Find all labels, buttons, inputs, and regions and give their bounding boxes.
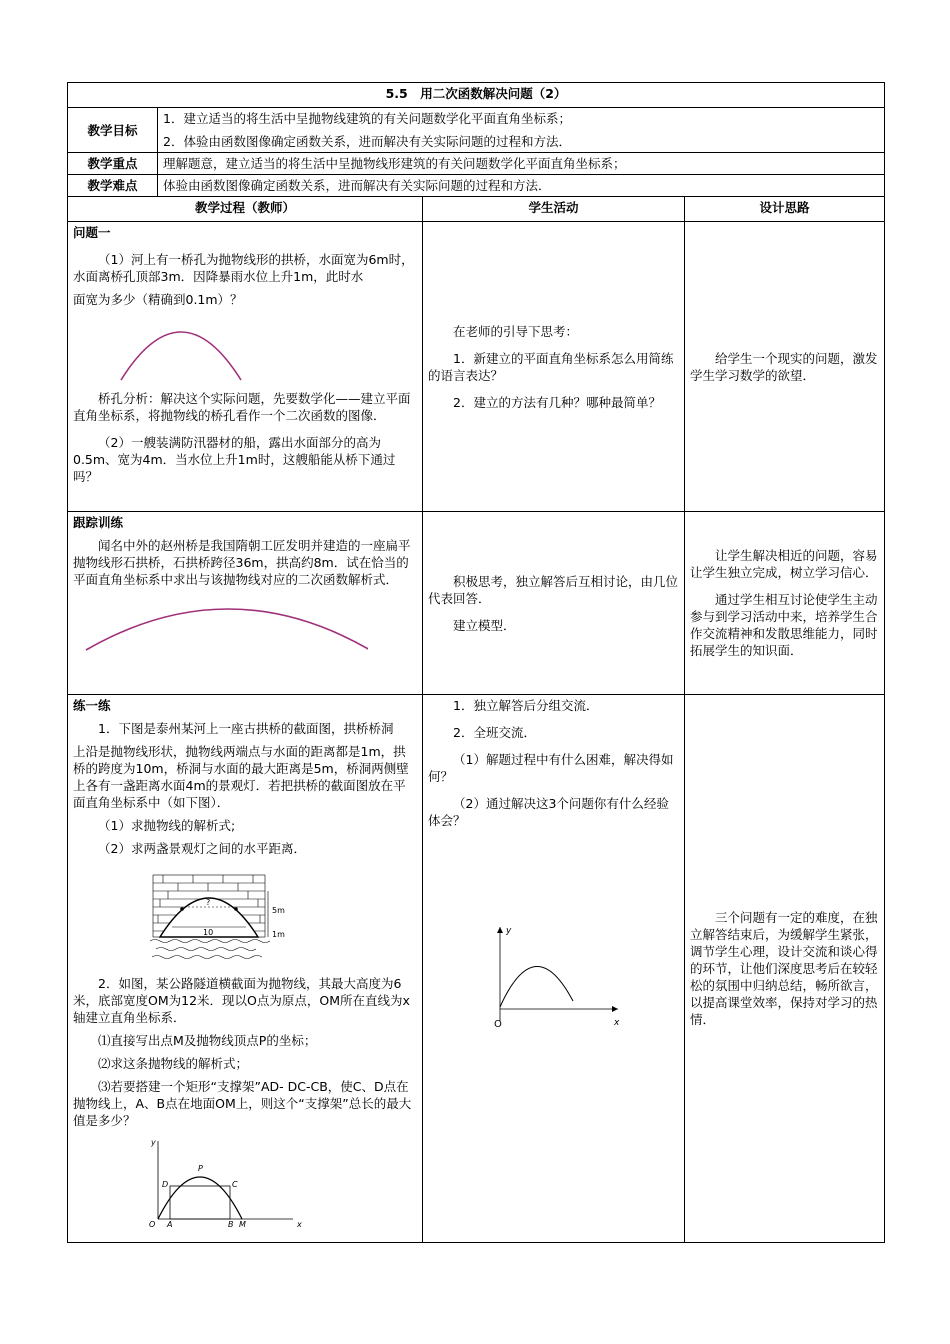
arch-figure [113,314,293,384]
student-activity: （1）解题过程中有什么困难，解决得如何？ [428,752,674,784]
section3-student [423,695,685,1243]
exercise-question: （1）求抛物线的解析式; [98,818,236,833]
lesson-plan-table [67,82,885,1243]
analysis-text: 桥孔分析：解决这个实际问题，先要数学化——建立平面直角坐标系，将抛物线的桥孔看作一个二次函数的图像． [73,391,411,423]
stone-bridge-figure [148,865,308,965]
exercise-question: （2）求两盏景观灯之间的水平距离． [98,841,306,856]
exercise-question: ⑶若要搭建一个矩形“支撑架”AD- DC-CB，使C、D点在抛物线上，A、B点在地面OM上，则这个“支撑架”总长的最大值是多少？ [73,1079,412,1128]
student-activity: 积极思考，独立解答后互相讨论，由几位代表回答． [428,573,679,606]
figure-label: 10 [203,928,214,937]
column-header-design: 设计思路 [685,197,885,222]
section-heading: 练一练 [73,698,111,713]
arch-curve [86,609,368,650]
student-activity: 1．新建立的平面直角坐标系怎么用简练的语言表达？ [428,350,674,383]
support-frame [170,1186,230,1219]
origin-label: O [494,1019,502,1030]
problem-text: （1）河上有一桥孔为抛物线形的拱桥，水面宽为6m时，水面离桥孔顶部3m．因降暴雨水位上升1m，此时水 [73,252,414,284]
problem-text: （2）一艘装满防汛器材的船，露出水面部分的高为0.5m、宽为4m．当水位上升1m时，这艘船能从桥下通过吗？ [73,435,396,484]
goal-item: 2．体验由函数图像确定函数关系，进而解决有关实际问题的过程和方法． [163,134,571,149]
section-heading: 问题一 [73,225,111,240]
design-text: 让学生解决相近的问题，容易让学生独立完成，树立学习信心． [690,548,878,580]
figure-label: 1m [272,930,285,939]
exercise-text: 上沿是抛物线形状，抛物线两端点与水面的距离都是1m，拱桥的跨度为10m，桥洞与水面的最大距离是5m，桥洞两侧壁上各有一盏距离水面4m的景观灯．若把拱桥的截面图放在平面直角坐标系中（如下图）． [73,744,409,810]
figure-label: ? [206,898,211,907]
design-text: 三个问题有一定的难度，在独立解答结束后，为缓解学生紧张，调节学生心理，设计交流和谈心得的环节，让他们深度思考后在较轻松的氛围中归纳总结，畅所欲言，以提高课堂效率，保持对学习的热情． [690,910,878,1027]
section2-design [685,512,885,695]
parabola-curve [500,966,573,1007]
figure-label: 5m [272,906,285,915]
column-header-teacher: 教学过程（教师） [68,197,423,222]
point-label: C [232,1180,238,1189]
tunnel-arch-curve [158,1177,242,1219]
problem-text: 面宽为多少（精确到0.1m）？ [73,292,243,307]
axis-label: x [614,1018,620,1028]
point-label: P [198,1164,203,1173]
exercise-text: 1．下图是泰州某河上一座古拱桥的截面图，拱桥桥洞 [98,721,394,736]
key-point-label: 教学重点 [68,153,158,175]
point-label: A [167,1220,173,1227]
goals-content [158,108,885,153]
point-label: O [149,1220,156,1227]
section1-design [685,222,885,512]
goal-item: 1．建立适当的将生活中呈抛物线建筑的有关问题数学化平面直角坐标系； [163,111,571,126]
goals-label: 教学目标 [68,108,158,153]
parabola-sketch [488,921,628,1031]
design-text: 通过学生相互讨论使学生主动参与到学习活动中来，培养学生合作交流精神和发散思维能力，同时拓展学生的知识面． [690,592,878,658]
point-label: B [228,1220,234,1227]
design-text: 给学生一个现实的问题，激发学生学习数学的欲望． [690,350,878,383]
student-activity: 在老师的引导下思考： [453,323,579,339]
axis-label: y [151,1138,156,1147]
tunnel-figure [143,1137,303,1227]
point-label: D [162,1180,169,1189]
student-activity: 2．全班交流． [453,725,536,740]
difficulty-label: 教学难点 [68,175,158,197]
student-activity: 建立模型． [453,617,516,633]
student-activity: 1．独立解答后分组交流． [453,698,599,713]
lesson-plan [67,82,884,1243]
lamp-icon [180,907,184,911]
axis-label: x [297,1220,302,1227]
section1-teacher [68,222,423,512]
axis-label: y [506,926,512,936]
point-label: M [239,1220,246,1227]
zhaozhou-bridge-figure [78,598,368,658]
section3-teacher [68,695,423,1243]
section1-student [423,222,685,512]
column-header-student: 学生活动 [423,197,685,222]
lamp-icon [234,907,238,911]
student-activity: 2．建立的方法有几种？哪种最简单？ [453,394,661,410]
section3-design [685,695,885,1243]
water-waves [150,940,270,959]
exercise-question: ⑴直接写出点M及抛物线顶点P的坐标； [98,1033,317,1048]
key-point-text: 理解题意，建立适当的将生活中呈抛物线形建筑的有关问题数学化平面直角坐标系； [158,153,885,175]
exercise-text: 2．如图，某公路隧道横截面为抛物线，其最大高度为6米，底部宽度OM为12米．现以O点为原点，OM所在直线为x轴建立直角坐标系． [73,976,410,1025]
student-activity: （2）通过解决这3个问题你有什么经验体会？ [428,796,669,828]
section-heading: 跟踪训练 [73,515,124,530]
exercise-text: 闻名中外的赵州桥是我国隋朝工匠发明并建造的一座扁平抛物线形石拱桥，石拱桥跨径36m，拱高约8m．试在恰当的平面直角坐标系中求出与该抛物线对应的二次函数解析式． [73,538,411,587]
section2-teacher [68,512,423,695]
arch-curve [121,332,241,380]
difficulty-text: 体验由函数图像确定函数关系，进而解决有关实际问题的过程和方法． [158,175,885,197]
exercise-question: ⑵求这条抛物线的解析式； [98,1056,249,1071]
section2-student [423,512,685,695]
page-title: 5.5 用二次函数解决问题（2） [68,83,885,108]
